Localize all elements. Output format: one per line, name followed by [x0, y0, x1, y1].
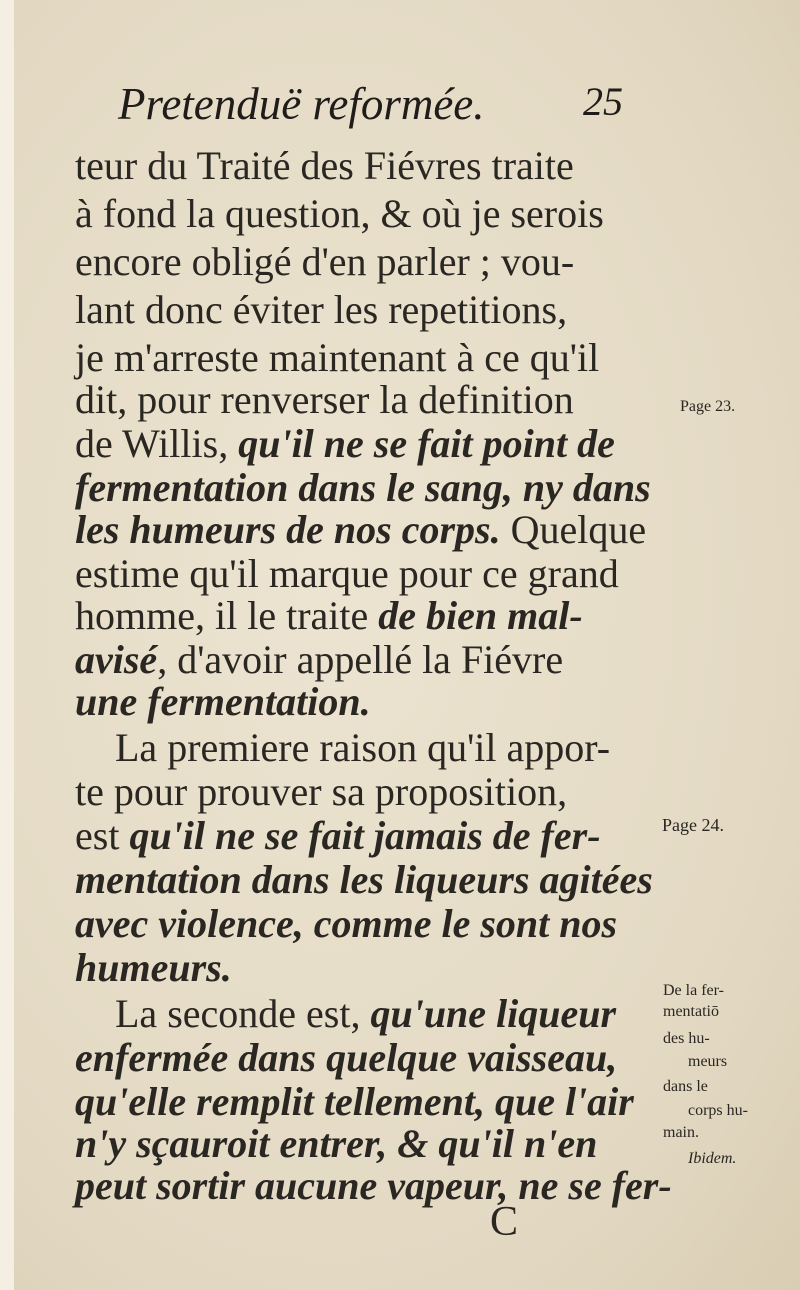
text-line: qu'elle remplit tellement, que l'air: [75, 1079, 634, 1124]
text-line: une fermentation.: [75, 679, 371, 724]
text-line: mentation dans les liqueurs agitées: [75, 857, 653, 902]
text-run: de Willis,: [75, 421, 239, 466]
margin-note-line: De la fer-: [663, 982, 724, 999]
text-line: peut sortir aucune vapeur, ne se fer-: [75, 1163, 672, 1208]
text-line: fermentation dans le sang, ny dans: [75, 465, 651, 510]
margin-note-line: meurs: [688, 1053, 728, 1070]
margin-note-line: mentatiō: [663, 1003, 719, 1020]
page-left-edge: [0, 0, 14, 1290]
italic-run: de bien mal-: [378, 593, 583, 638]
header-title: Pretenduë reformée.: [118, 79, 485, 129]
text-line: estime qu'il marque pour ce grand: [75, 551, 619, 596]
text-line: La premiere raison qu'il appor-: [115, 725, 611, 770]
text-line: [115, 990, 616, 1038]
text-line: dit, pour renverser la definition: [75, 377, 574, 422]
text-line: teur du Traité des Fiévres traite: [75, 143, 574, 188]
margin-note-line: main.: [663, 1124, 699, 1141]
text-line: [75, 636, 563, 684]
text-run: La seconde est,: [115, 991, 371, 1036]
text-run: homme, il le traite: [75, 593, 379, 638]
text-line: [75, 420, 615, 468]
text-line: humeurs.: [75, 945, 232, 990]
text-run: Quelque: [500, 507, 647, 552]
text-run: est: [75, 813, 130, 858]
running-header: [118, 78, 638, 138]
margin-note-page23: Page 23.: [680, 398, 736, 415]
page-number: 25: [583, 79, 623, 124]
text-line: [75, 592, 583, 640]
margin-note-line: Ibidem.: [688, 1150, 737, 1167]
margin-note-page24: Page 24.: [662, 815, 724, 835]
italic-run: qu'il ne se fait jamais de fer-: [129, 813, 601, 858]
text-line: te pour prouver sa proposition,: [75, 769, 568, 814]
text-line: à fond la question, & où je serois: [75, 191, 604, 236]
text-line: [75, 506, 646, 554]
text-line: [75, 812, 601, 860]
text-line: enfermée dans quelque vaisseau,: [75, 1035, 618, 1080]
margin-note-line: dans le: [663, 1078, 708, 1095]
text-run: , d'avoir appellé la Fiévre: [157, 637, 564, 682]
italic-run: avisé: [75, 637, 158, 682]
italic-run: les humeurs de nos corps.: [75, 507, 501, 552]
margin-note-line: des hu-: [663, 1030, 710, 1047]
signature-mark: C: [490, 1199, 519, 1245]
text-line: je m'arreste maintenant à ce qu'il: [75, 335, 600, 380]
italic-run: qu'il ne se fait point de: [238, 421, 615, 466]
text-line: lant donc éviter les repetitions,: [75, 287, 568, 332]
italic-run: qu'une liqueur: [370, 991, 617, 1036]
text-line: n'y sçauroit entrer, & qu'il n'en: [75, 1121, 598, 1166]
margin-note-line: corps hu-: [688, 1102, 748, 1119]
text-line: avec violence, comme le sont nos: [75, 901, 618, 946]
text-line: encore obligé d'en parler ; vou-: [75, 239, 575, 284]
